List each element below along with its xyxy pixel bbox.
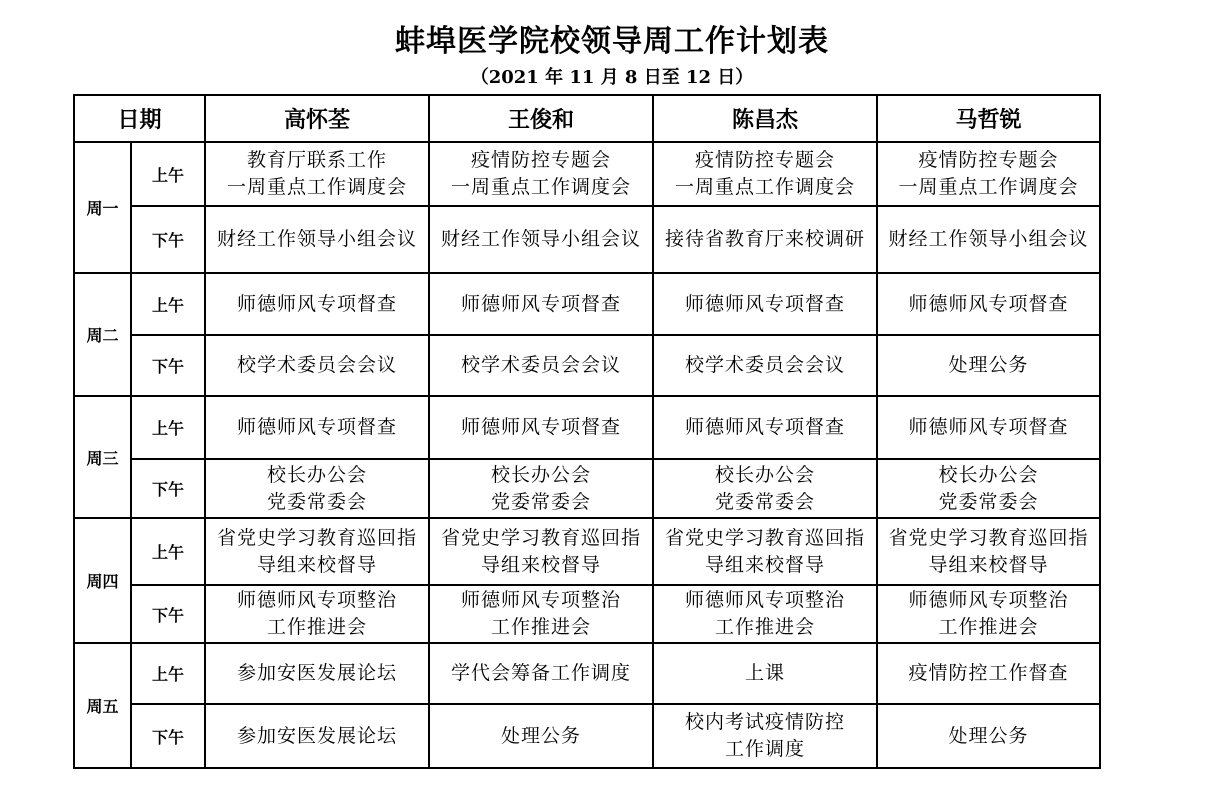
- period-label: 上午: [131, 396, 205, 459]
- activity-text: 省党史学习教育巡回指: [888, 526, 1089, 549]
- schedule-cell: [653, 273, 877, 335]
- activity-text: 学代会筹备工作调度: [451, 662, 632, 684]
- activity-text: 师德师风专项整治: [461, 589, 622, 611]
- schedule-row: [74, 459, 1100, 518]
- period-label: 上午: [131, 518, 205, 585]
- period-label: 上午: [131, 643, 205, 704]
- schedule-cell: [653, 518, 877, 585]
- schedule-cell: [653, 459, 877, 518]
- period-label: 下午: [131, 459, 205, 518]
- schedule-cell: [429, 396, 653, 459]
- activity-text: 党委常委会: [491, 490, 592, 513]
- activity-text: 财经工作领导小组会议: [441, 228, 642, 250]
- schedule-row: [74, 585, 1100, 643]
- activity-text: 师德师风专项督查: [461, 416, 622, 438]
- schedule-cell: [205, 206, 429, 273]
- activity-text: 导组来校督导: [705, 553, 826, 576]
- day-label: 周四: [74, 518, 131, 643]
- activity-text: 处理公务: [948, 724, 1029, 747]
- activity-text: 参加安医发展论坛: [237, 662, 398, 684]
- activity-text: 校学术委员会会议: [237, 354, 398, 376]
- activity-text: 导组来校督导: [928, 553, 1049, 576]
- activity-text: 财经工作领导小组会议: [217, 228, 418, 250]
- schedule-cell: [877, 273, 1100, 335]
- schedule-cell: [205, 273, 429, 335]
- activity-text: 一周重点工作调度会: [451, 176, 632, 198]
- schedule-cell: [429, 142, 653, 206]
- period-label: 上午: [131, 142, 205, 206]
- schedule-row: [74, 518, 1100, 585]
- activity-text: 校长办公会: [491, 463, 592, 486]
- period-label: 下午: [131, 704, 205, 768]
- activity-text: 省党史学习教育巡回指: [217, 526, 418, 549]
- schedule-row: [74, 206, 1100, 273]
- activity-text: 处理公务: [948, 354, 1029, 376]
- schedule-cell: [877, 643, 1100, 704]
- activity-text: 师德师风专项督查: [908, 292, 1069, 315]
- schedule-cell: [205, 704, 429, 768]
- leader-header: 高怀荃: [205, 95, 429, 142]
- leader-header: 王俊和: [429, 95, 653, 142]
- schedule-table: [73, 94, 1101, 769]
- day-label: 周一: [74, 142, 131, 273]
- activity-text: 师德师风专项整治: [685, 589, 846, 611]
- schedule-cell: [205, 396, 429, 459]
- schedule-cell: [429, 518, 653, 585]
- schedule-cell: [653, 704, 877, 768]
- activity-text: 上课: [745, 662, 786, 684]
- activity-text: 参加安医发展论坛: [237, 724, 398, 747]
- schedule-cell: [653, 643, 877, 704]
- schedule-body: [74, 142, 1100, 768]
- schedule-cell: [429, 273, 653, 335]
- activity-text: 一周重点工作调度会: [675, 176, 856, 198]
- day-label: 周五: [74, 643, 131, 768]
- period-label: 下午: [131, 206, 205, 273]
- activity-text: 财经工作领导小组会议: [888, 228, 1089, 250]
- activity-text: 师德师风专项整治: [237, 589, 398, 611]
- schedule-cell: [205, 518, 429, 585]
- period-label: 下午: [131, 585, 205, 643]
- activity-text: 校长办公会: [715, 463, 816, 486]
- activity-text: 师德师风专项督查: [237, 416, 398, 438]
- activity-text: 导组来校督导: [257, 553, 378, 576]
- schedule-cell: [877, 335, 1100, 396]
- schedule-row: [74, 396, 1100, 459]
- activity-text: 省党史学习教育巡回指: [441, 526, 642, 549]
- schedule-cell: [205, 585, 429, 643]
- schedule-cell: [877, 142, 1100, 206]
- activity-text: 省党史学习教育巡回指: [665, 526, 866, 549]
- schedule-cell: [205, 142, 429, 206]
- activity-text: 师德师风专项督查: [461, 292, 622, 315]
- period-label: 上午: [131, 273, 205, 335]
- activity-text: 一周重点工作调度会: [898, 176, 1079, 198]
- schedule-row: [74, 142, 1100, 206]
- schedule-row: [74, 643, 1100, 704]
- period-label: 下午: [131, 335, 205, 396]
- activity-text: 疫情防控工作督查: [908, 662, 1069, 684]
- schedule-cell: [429, 459, 653, 518]
- activity-text: 导组来校督导: [481, 553, 602, 576]
- schedule-cell: [429, 206, 653, 273]
- activity-text: 处理公务: [501, 724, 582, 747]
- day-label: 周二: [74, 273, 131, 396]
- activity-text: 校内考试疫情防控: [685, 711, 846, 733]
- schedule-cell: [653, 585, 877, 643]
- activity-text: 工作推进会: [938, 616, 1039, 638]
- activity-text: 师德师风专项督查: [685, 292, 846, 315]
- activity-text: 校长办公会: [938, 463, 1039, 486]
- activity-text: 工作推进会: [267, 616, 368, 638]
- schedule-cell: [653, 335, 877, 396]
- activity-text: 疫情防控专题会: [471, 149, 612, 171]
- activity-text: 师德师风专项督查: [908, 416, 1069, 438]
- schedule-cell: [877, 396, 1100, 459]
- schedule-cell: [877, 704, 1100, 768]
- activity-text: 校学术委员会会议: [685, 354, 846, 376]
- schedule-cell: [429, 585, 653, 643]
- activity-text: 疫情防控专题会: [695, 149, 836, 171]
- schedule-cell: [429, 643, 653, 704]
- activity-text: 党委常委会: [715, 490, 816, 513]
- activity-text: 师德师风专项督查: [685, 416, 846, 438]
- schedule-cell: [653, 396, 877, 459]
- schedule-cell: [205, 335, 429, 396]
- date-range-subtitle: （2021 年 11 月 8 日至 12 日）: [470, 67, 754, 88]
- activity-text: 师德师风专项整治: [908, 589, 1069, 611]
- activity-text: 党委常委会: [938, 490, 1039, 513]
- schedule-row: [74, 704, 1100, 768]
- schedule-cell: [877, 585, 1100, 643]
- header-row: [74, 95, 1100, 142]
- schedule-cell: [877, 518, 1100, 585]
- schedule-cell: [429, 335, 653, 396]
- activity-text: 一周重点工作调度会: [227, 176, 408, 198]
- activity-text: 校学术委员会会议: [461, 354, 622, 376]
- activity-text: 工作推进会: [715, 616, 816, 638]
- schedule-row: [74, 273, 1100, 335]
- leader-header: 马哲锐: [877, 95, 1100, 142]
- activity-text: 校长办公会: [267, 463, 368, 486]
- schedule-row: [74, 335, 1100, 396]
- activity-text: 疫情防控专题会: [918, 149, 1059, 171]
- date-column-header: 日期: [74, 95, 205, 142]
- activity-text: 党委常委会: [267, 490, 368, 513]
- schedule-cell: [429, 704, 653, 768]
- activity-text: 工作推进会: [491, 616, 592, 638]
- activity-text: 师德师风专项督查: [237, 292, 398, 315]
- schedule-cell: [877, 206, 1100, 273]
- activity-text: 工作调度: [725, 738, 806, 760]
- schedule-cell: [877, 459, 1100, 518]
- schedule-cell: [653, 142, 877, 206]
- activity-text: 接待省教育厅来校调研: [665, 228, 866, 250]
- schedule-cell: [653, 206, 877, 273]
- schedule-cell: [205, 459, 429, 518]
- schedule-cell: [205, 643, 429, 704]
- day-label: 周三: [74, 396, 131, 518]
- page-title: 蚌埠医学院校领导周工作计划表: [395, 24, 829, 59]
- activity-text: 教育厅联系工作: [247, 149, 388, 171]
- leader-header: 陈昌杰: [653, 95, 877, 142]
